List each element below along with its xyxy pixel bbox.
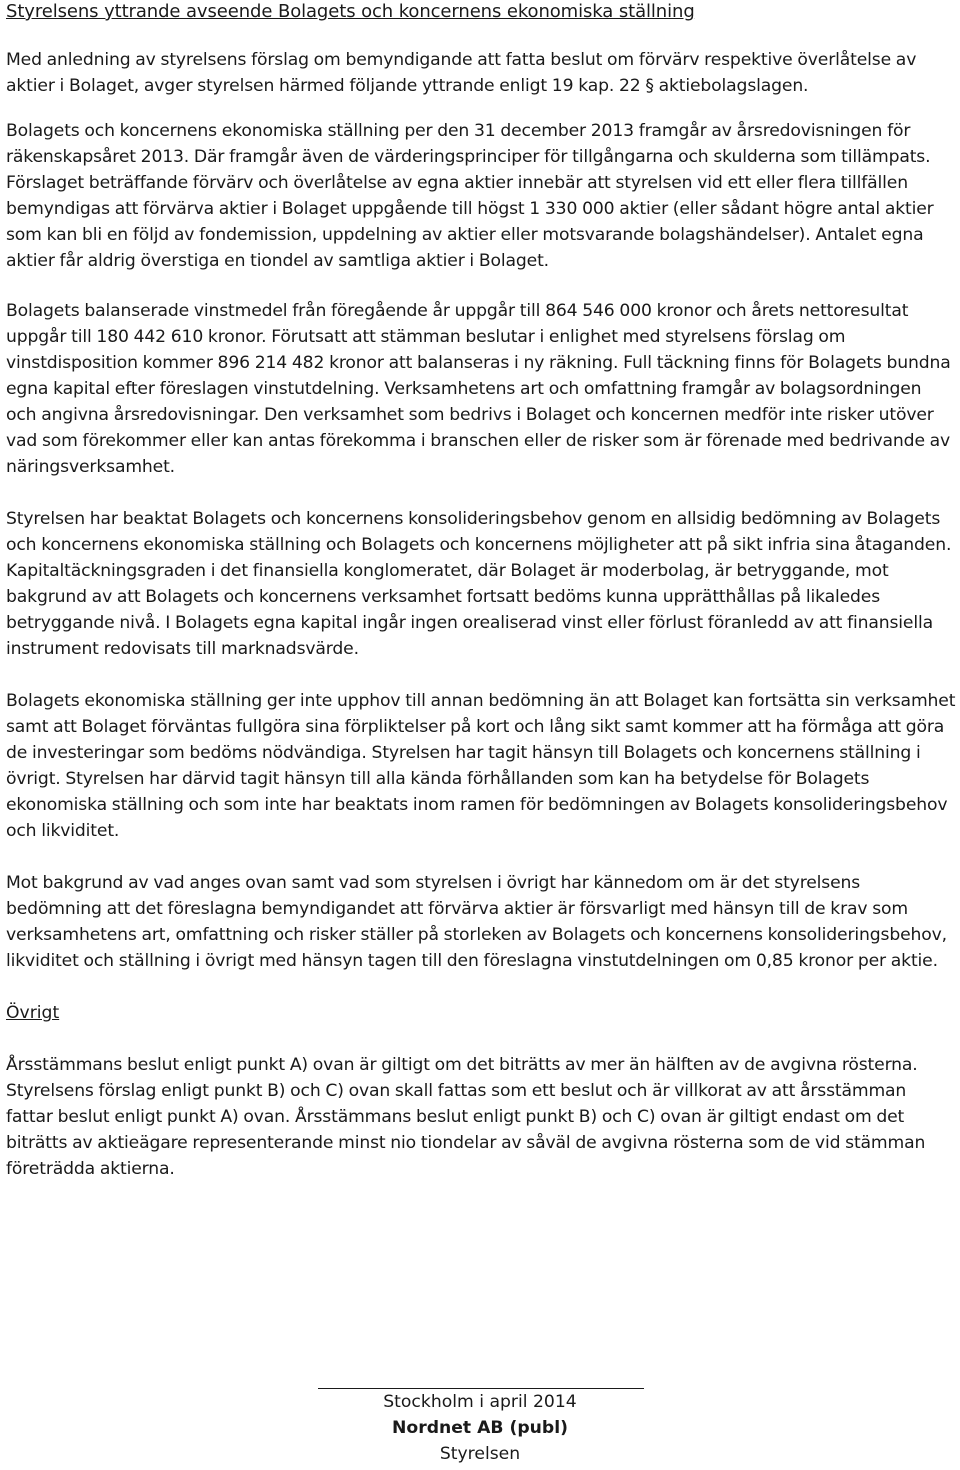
- paragraph-intro: Med anledning av styrelsens förslag om bemyndigande att fatta beslut om förvärv respektive överlåtelse av aktier i Bolaget, avger styrelsen härmed följande yttrande enligt 19 kap. 22 § aktiebolagslagen.: [6, 50, 917, 96]
- document-page: [6, 0, 956, 1182]
- paragraph-financial-position: Bolagets och koncernens ekonomiska ställning per den 31 december 2013 framgår av årsredovisningen för räkenskapsåret 2013. Där framgår även de värderingsprinciper för tillgångarna och skulderna som tillämpats. Förslaget beträffande förvärv och överlåtelse av egna aktier innebär att styrelsen vid ett eller flera tillfällen bemyndigas att förvärva aktier i Bolaget uppgående till högst 1 330 000 aktier (eller sådant högre antal aktier som kan bli en följd av fondemission, uppdelning av aktier eller motsvarande bolagshändelser). Antalet egna aktier får aldrig överstiga en tiondel av samtliga aktier i Bolaget.: [6, 121, 934, 271]
- paragraph-retained-earnings: Bolagets balanserade vinstmedel från föregående år uppgår till 864 546 000 kronor och årets nettoresultat uppgår till 180 442 610 kronor. Förutsatt att stämman beslutar i enlighet med styrelsens förslag om vinstdisposition kommer 896 214 482 kronor att balanseras i ny räkning. Full täckning finns för Bolagets bundna egna kapital efter föreslagen vinstutdelning. Verksamhetens art och omfattning framgår av bolagsordningen och angivna årsredovisningar. Den verksamhet som bedrivs i Bolaget och koncernen medför inte risker utöver vad som förekommer eller kan antas förekomma i branschen eller de risker som är förenade med bedrivande av näringsverksamhet.: [6, 301, 951, 477]
- signature-place-date: Stockholm i april 2014: [383, 1392, 577, 1412]
- paragraph-financial-assessment: Bolagets ekonomiska ställning ger inte upphov till annan bedömning än att Bolaget kan fortsätta sin verksamhet samt att Bolaget förväntas fullgöra sina förpliktelser på kort och lång sikt samt kommer att ha förmåga att göra de investeringar som bedöms nödvändiga. Styrelsen har tagit hänsyn till Bolagets och koncernens ställning i övrigt. Styrelsen har därvid tagit hänsyn till alla kända förhållanden som kan ha betydelse för Bolagets ekonomiska ställning och som inte har beaktats inom ramen för bedömningen av Bolagets konsolideringsbehov och likviditet.: [6, 691, 956, 841]
- section-heading-ovrigt: Övrigt: [6, 1003, 60, 1023]
- paragraph-consolidation-needs: Styrelsen har beaktat Bolagets och koncernens konsolideringsbehov genom en allsidig bedömning av Bolagets och koncernens ekonomiska ställning och Bolagets och koncernens möjligheter att på sikt infria sina åtaganden. Kapitaltäckningsgraden i det finansiella konglomeratet, där Bolaget är moderbolag, är betryggande, mot bakgrund av att Bolagets och koncernens verksamhet fortsatt bedöms kunna upprätthållas på likaledes betryggande nivå. I Bolagets egna kapital ingår ingen orealiserad vinst eller förlust föranledd av att finansiella instrument redovisats till marknadsvärde.: [6, 509, 952, 659]
- signature-signatory: Styrelsen: [439, 1444, 521, 1464]
- document-title: Styrelsens yttrande avseende Bolagets och koncernens ekonomiska ställning: [6, 1, 695, 22]
- paragraph-conclusion: Mot bakgrund av vad anges ovan samt vad som styrelsen i övrigt har kännedom om är det styrelsens bedömning att det föreslagna bemyndigandet att förvärva aktier är försvarligt med hänsyn till de krav som verksamhetens art, omfattning och risker ställer på storleken av Bolagets och koncernens konsolideringsbehov, likviditet och ställning i övrigt med hänsyn tagen till den föreslagna vinstutdelningen om 0,85 kronor per aktie.: [6, 873, 947, 971]
- paragraph-voting-requirements: Årsstämmans beslut enligt punkt A) ovan är giltigt om det biträtts av mer än hälften av de avgivna rösterna. Styrelsens förslag enligt punkt B) och C) ovan skall fattas som ett beslut och är villkorat av att årsstämman fattar beslut enligt punkt A) ovan. Årsstämmans beslut enligt punkt B) och C) ovan är giltigt endast om det biträtts av aktieägare representerande minst nio tiondelar av såväl de avgivna rösterna som de vid stämman företrädda aktierna.: [6, 1055, 926, 1179]
- signature-block: [0, 1388, 960, 1467]
- signature-company: Nordnet AB (publ): [392, 1418, 568, 1438]
